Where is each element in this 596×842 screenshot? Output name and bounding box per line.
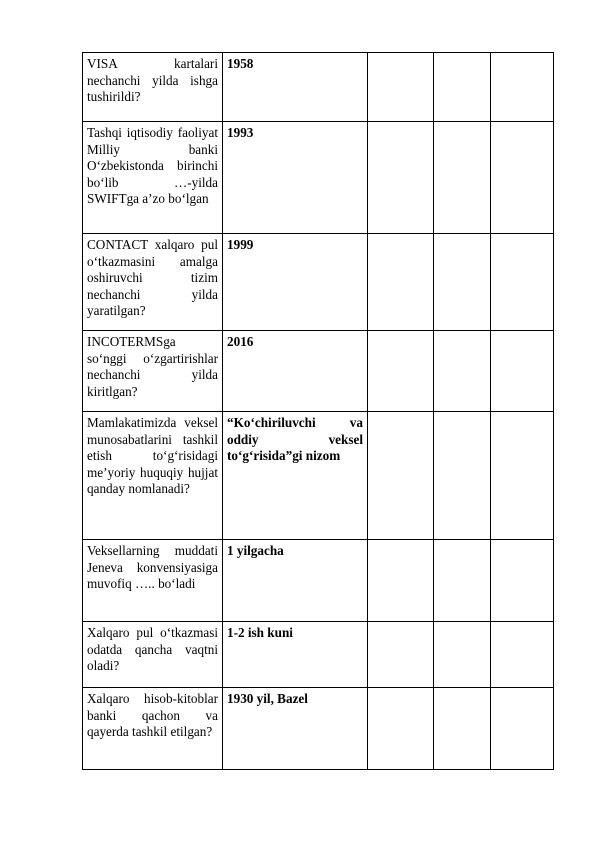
answer-cell: 1-2 ish kuni — [223, 622, 368, 688]
table-row — [83, 331, 554, 412]
empty-cell — [368, 234, 434, 331]
empty-cell — [491, 540, 554, 622]
empty-cell — [368, 331, 434, 412]
empty-cell — [434, 53, 491, 122]
question-cell: VISA kartalari nechanchi yilda ishga tushirildi? — [83, 53, 223, 122]
empty-cell — [434, 688, 491, 770]
question-cell: Xalqaro hisob-kitoblar banki qachon va qayerda tashkil etilgan? — [83, 688, 223, 770]
empty-cell — [368, 412, 434, 540]
empty-cell — [434, 331, 491, 412]
answer-cell: 1930 yil, Bazel — [223, 688, 368, 770]
table-row — [83, 53, 554, 122]
empty-cell — [491, 688, 554, 770]
empty-cell — [434, 540, 491, 622]
quiz-table — [82, 52, 554, 770]
table-row — [83, 540, 554, 622]
empty-cell — [491, 412, 554, 540]
table-row — [83, 622, 554, 688]
empty-cell — [434, 412, 491, 540]
question-cell: Xalqaro pul o‘tkazmasi odatda qancha vaqtni oladi? — [83, 622, 223, 688]
table-row — [83, 234, 554, 331]
question-cell: Tashqi iqtisodiy faoliyat Milliy banki O‘zbekistonda birinchi bo‘lib …-yilda SWIFTga a’zo bo‘lgan — [83, 122, 223, 234]
empty-cell — [368, 540, 434, 622]
empty-cell — [491, 331, 554, 412]
answer-cell: 1993 — [223, 122, 368, 234]
empty-cell — [434, 122, 491, 234]
answer-cell: 2016 — [223, 331, 368, 412]
question-cell: CONTACT xalqaro pul o‘tkazmasini amalga oshiruvchi tizim nechanchi yilda yaratilgan? — [83, 234, 223, 331]
question-cell: Mamlakatimizda veksel munosabatlarini tashkil etish to‘g‘risidagi me’yoriy huquqiy hujjat qanday nomlanadi? — [83, 412, 223, 540]
answer-cell: 1 yilgacha — [223, 540, 368, 622]
answer-cell: “Ko‘chiriluvchi va oddiy veksel to‘g‘risida”gi nizom — [223, 412, 368, 540]
empty-cell — [368, 688, 434, 770]
empty-cell — [434, 234, 491, 331]
table-row — [83, 412, 554, 540]
empty-cell — [491, 122, 554, 234]
answer-cell: 1958 — [223, 53, 368, 122]
empty-cell — [368, 122, 434, 234]
table-row — [83, 122, 554, 234]
question-cell: INCOTERMSga so‘nggi o‘zgartirishlar nechanchi yilda kiritlgan? — [83, 331, 223, 412]
empty-cell — [491, 622, 554, 688]
empty-cell — [434, 622, 491, 688]
empty-cell — [491, 234, 554, 331]
answer-cell: 1999 — [223, 234, 368, 331]
empty-cell — [491, 53, 554, 122]
table-row — [83, 688, 554, 770]
question-cell: Veksellarning muddati Jeneva konvensiyasiga muvofiq ….. bo‘ladi — [83, 540, 223, 622]
empty-cell — [368, 622, 434, 688]
empty-cell — [368, 53, 434, 122]
